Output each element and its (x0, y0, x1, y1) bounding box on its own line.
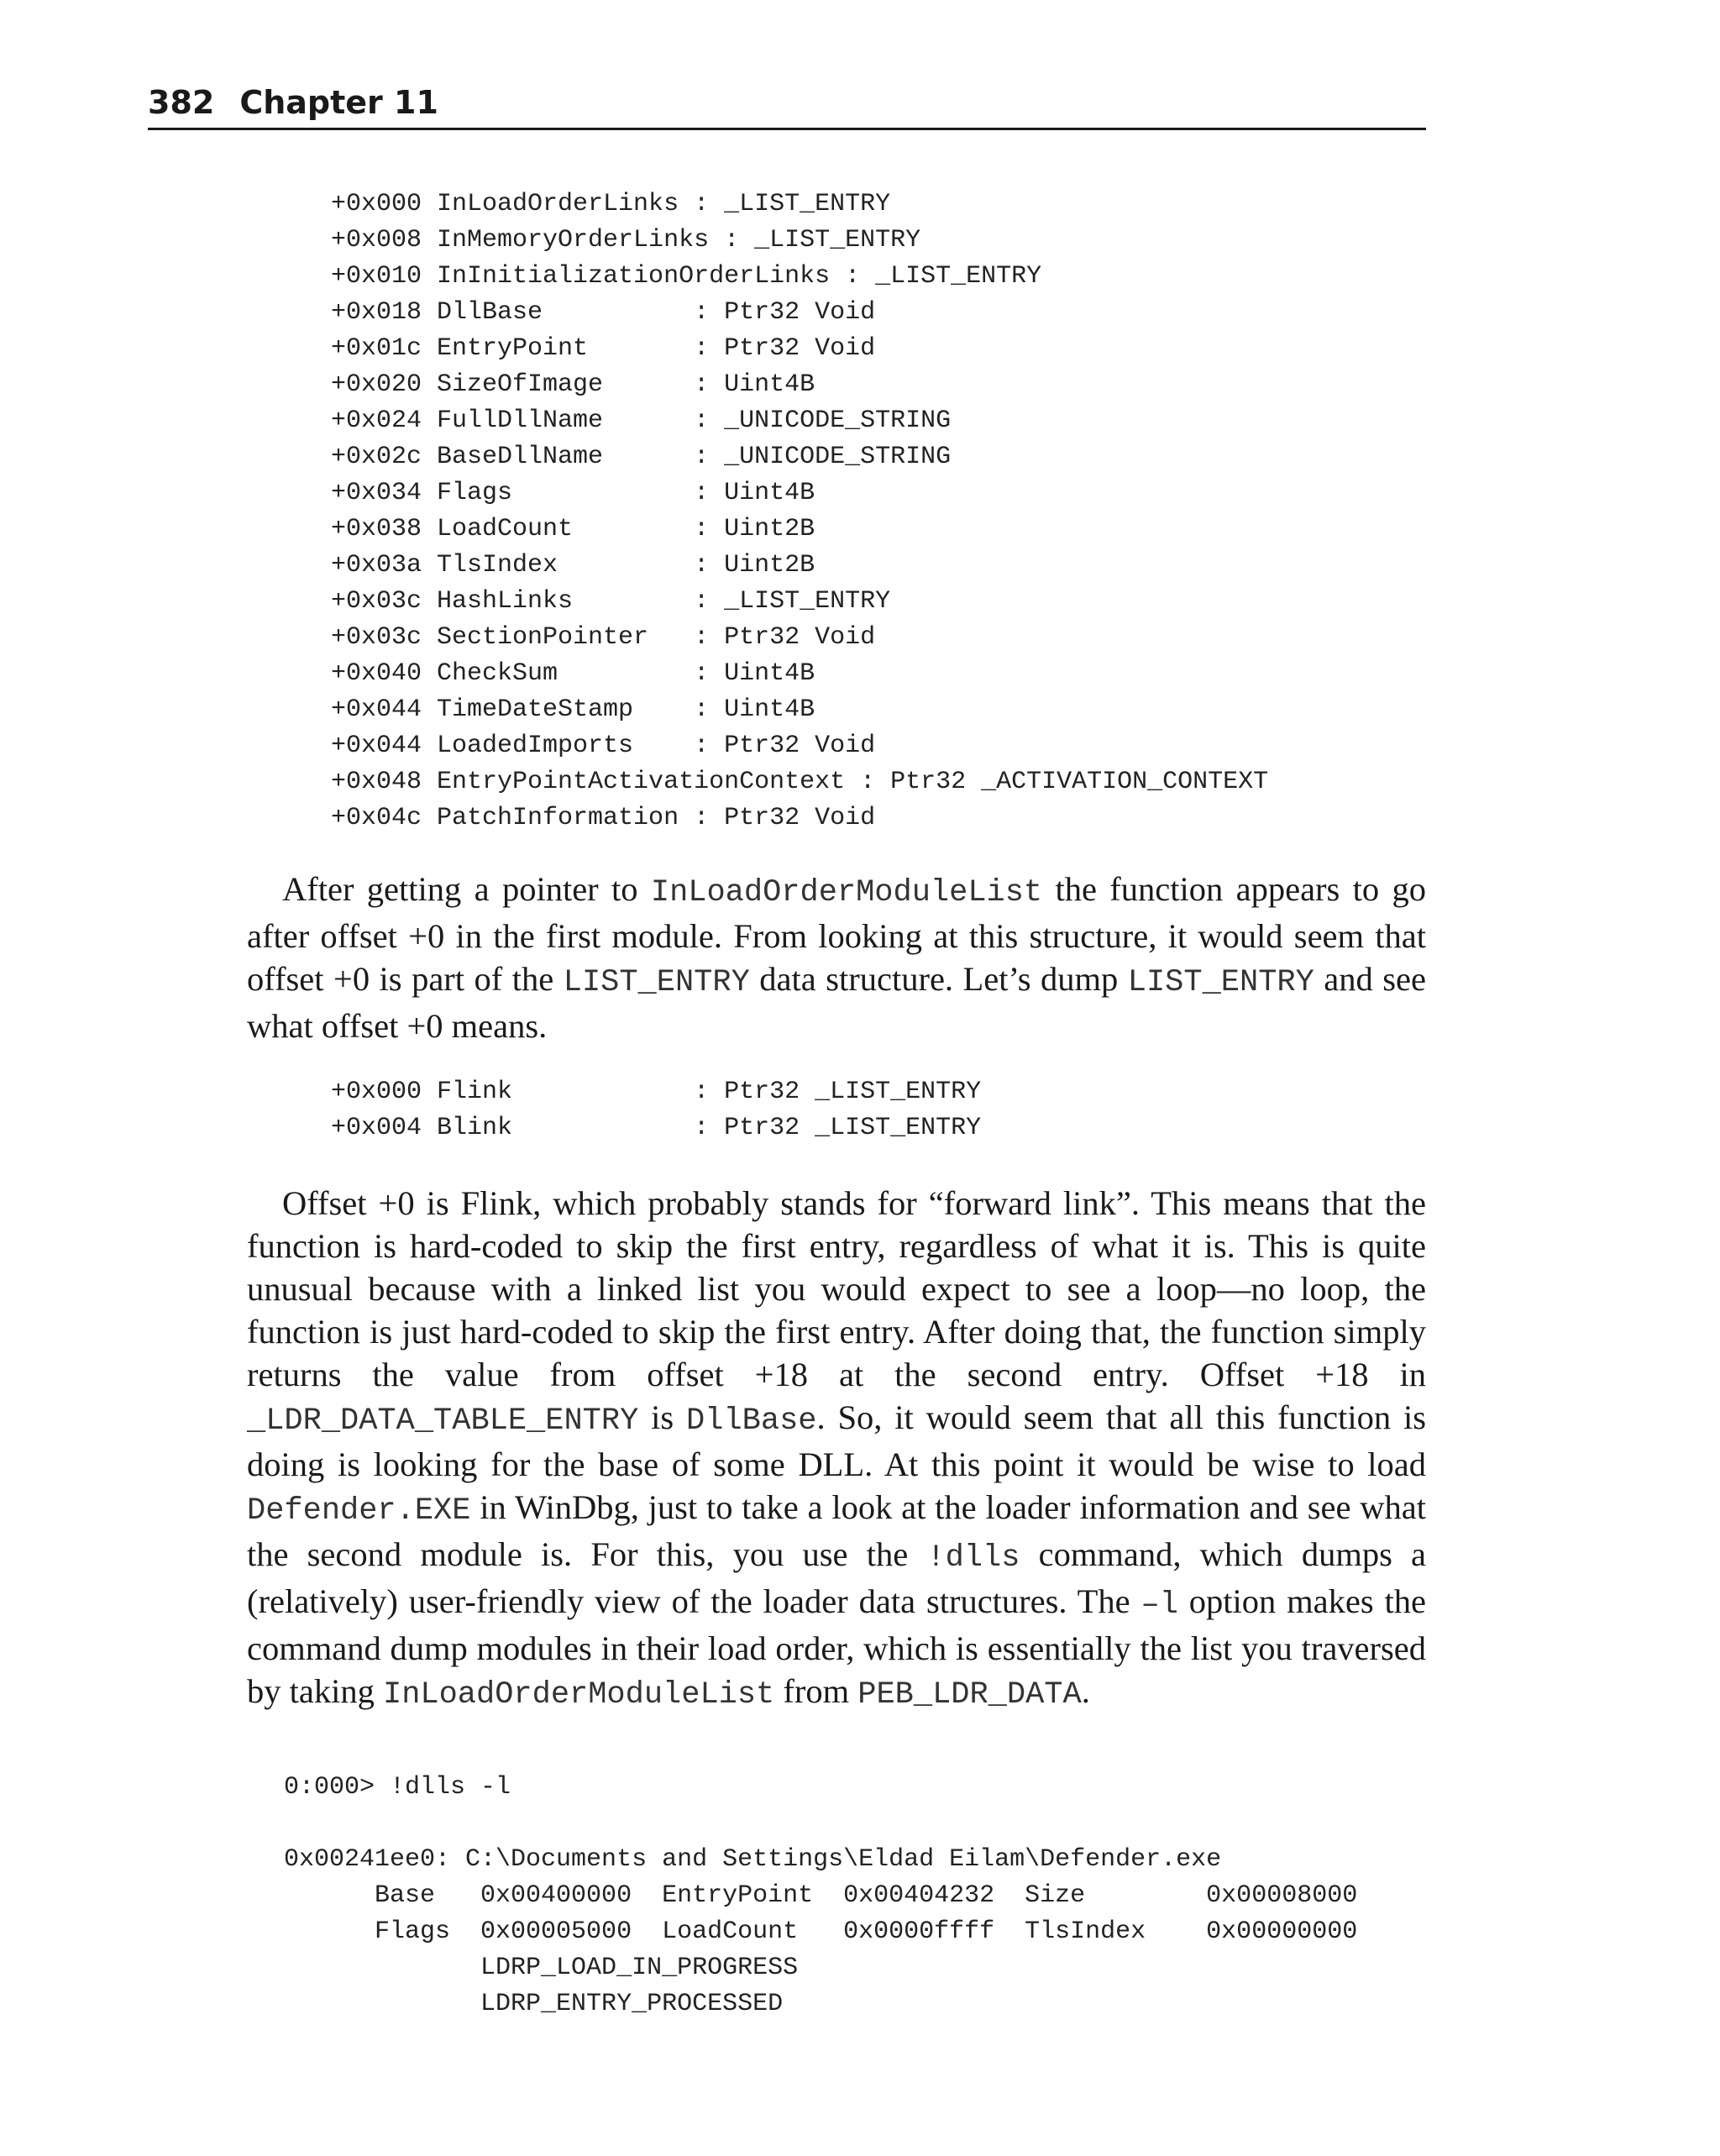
code-line: +0x04c PatchInformation : Ptr32 Void (331, 804, 876, 832)
paragraph-flink: Offset +0 is Flink, which probably stands for “forward link”. This means that the function is hard-coded to skip the first entry, regardless of what it is. This is quite unusual because with a linked list you would expect to see a loop—no loop, the function is just hard-coded to skip the first entry. After doing that, the function simply returns the value from offset +18 at the second entry. Offset +18 in _LDR_DATA_TABLE_ENTRY is DllBase. So, it would seem that all this function is doing is looking for the base of some DLL. At this point it would be wise to load Defender.EXE in WinDbg, just to take a look at the loader information and see what the second module is. For this, you use the !dlls command, which dumps a (relatively) user-friendly view of the loader data structures. The –l option makes the command dump modules in their load order, which is essentially the list you traversed by taking InLoadOrderModuleList from PEB_LDR_DATA. (247, 1184, 1427, 1713)
code-line: Flags 0x00005000 LoadCount 0x0000ffff TlsIndex 0x00000000 (284, 1917, 1358, 1946)
page-header (148, 77, 1426, 130)
code-line: 0x00241ee0: C:\Documents and Settings\Eldad Eilam\Defender.exe (284, 1845, 1222, 1874)
chapter-title: Chapter 11 (239, 84, 438, 121)
inline-code: !dlls (926, 1540, 1020, 1576)
code-line: +0x034 Flags : Uint4B (331, 479, 815, 507)
code-line: LDRP_ENTRY_PROCESSED (284, 1990, 784, 2018)
code-line: +0x000 Flink : Ptr32 _LIST_ENTRY (331, 1078, 982, 1106)
code-line: 0:000> !dlls -l (284, 1773, 511, 1802)
code-line (284, 1806, 1357, 1842)
inline-code: InLoadOrderModuleList (382, 1677, 775, 1713)
inline-code: InLoadOrderModuleList (650, 875, 1043, 910)
code-block-list-entry (331, 1074, 981, 1146)
inline-code: PEB_LDR_DATA (857, 1677, 1082, 1713)
code-line: +0x024 FullDllName : _UNICODE_STRING (331, 407, 952, 435)
code-line: +0x004 Blink : Ptr32 _LIST_ENTRY (331, 1114, 982, 1142)
page-number: 382 (148, 84, 215, 121)
code-line: +0x03c SectionPointer : Ptr32 Void (331, 623, 876, 652)
inline-code: –l (1141, 1587, 1178, 1623)
code-line: +0x01c EntryPoint : Ptr32 Void (331, 334, 876, 363)
code-line: +0x018 DllBase : Ptr32 Void (331, 298, 876, 327)
code-block-dlls-output (284, 1770, 1357, 2022)
inline-code: DllBase (686, 1403, 817, 1439)
code-line: +0x03a TlsIndex : Uint2B (331, 551, 815, 580)
inline-code: LIST_ENTRY (1127, 965, 1314, 1000)
code-line: +0x044 TimeDateStamp : Uint4B (331, 695, 815, 724)
code-line: +0x008 InMemoryOrderLinks : _LIST_ENTRY (331, 226, 921, 254)
code-line: +0x040 CheckSum : Uint4B (331, 659, 815, 688)
code-line: +0x02c BaseDllName : _UNICODE_STRING (331, 443, 952, 471)
code-block-structure-dump (331, 186, 1268, 837)
code-line: +0x000 InLoadOrderLinks : _LIST_ENTRY (331, 190, 891, 218)
paragraph-inloadorder: After getting a pointer to InLoadOrderModuleList the function appears to go after offset +0 in the first module. From looking at this structure, it would seem that offset +0 is part of the LIST_ENTRY data structure. Let’s dump LIST_ENTRY and see what offset +0 means. (247, 870, 1426, 1045)
code-line: +0x03c HashLinks : _LIST_ENTRY (331, 587, 891, 616)
code-line: +0x048 EntryPointActivationContext : Ptr32 _ACTIVATION_CONTEXT (331, 768, 1269, 796)
code-line: LDRP_LOAD_IN_PROGRESS (284, 1954, 799, 1982)
inline-code: _LDR_DATA_TABLE_ENTRY (247, 1403, 639, 1439)
inline-code: Defender.EXE (247, 1493, 471, 1529)
inline-code: LIST_ENTRY (563, 965, 750, 1000)
code-line: +0x044 LoadedImports : Ptr32 Void (331, 732, 876, 760)
code-line: +0x020 SizeOfImage : Uint4B (331, 370, 815, 399)
code-line: +0x038 LoadCount : Uint2B (331, 515, 815, 543)
code-line: Base 0x00400000 EntryPoint 0x00404232 Size 0x00008000 (284, 1881, 1358, 1910)
code-line: +0x010 InInitializationOrderLinks : _LIST_ENTRY (331, 262, 1042, 291)
